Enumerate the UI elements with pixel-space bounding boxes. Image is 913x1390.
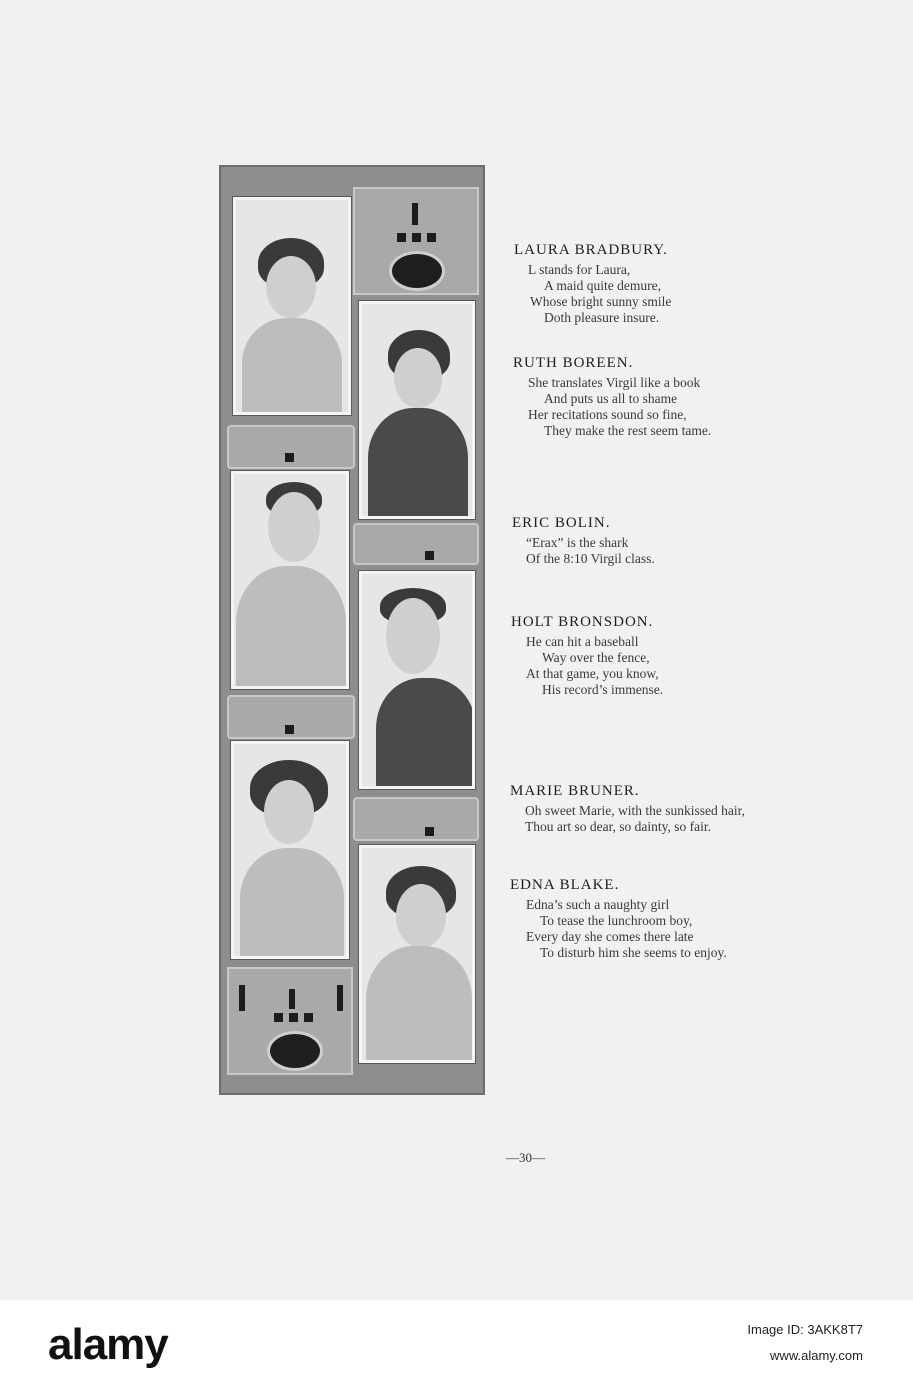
- entry-laura-bradbury: [514, 242, 671, 326]
- entry-name: HOLT BRONSDON.: [511, 614, 654, 630]
- image-id: Image ID: 3AKK8T7: [747, 1322, 863, 1337]
- verse-line: Whose bright sunny smile: [530, 294, 672, 309]
- entry-edna-blake: [510, 877, 727, 961]
- verse-line: A maid quite demure,: [544, 278, 661, 293]
- verse-line: Doth pleasure insure.: [544, 310, 660, 325]
- site-url: www.alamy.com: [770, 1348, 863, 1363]
- entry-ruth-boreen: [513, 355, 711, 439]
- portrait-marie-bruner: [231, 741, 349, 959]
- verse-line: Every day she comes there late: [526, 929, 694, 944]
- verse-line: His record’s immense.: [542, 682, 664, 697]
- verse-line: Of the 8:10 Virgil class.: [526, 551, 655, 566]
- verse-line: He can hit a baseball: [526, 634, 639, 649]
- verse-line: “Erax” is the shark: [526, 535, 629, 550]
- ornament-band-3: [227, 695, 355, 739]
- verse-line: They make the rest seem tame.: [544, 423, 712, 438]
- entry-marie-bruner: [510, 783, 745, 835]
- verse-line: Her recitations sound so fine,: [528, 407, 687, 422]
- entry-name: LAURA BRADBURY.: [514, 242, 668, 258]
- verse-line: To disturb him she seems to enjoy.: [540, 945, 727, 960]
- ornament-bottom: [227, 967, 353, 1075]
- ornament-band-1: [227, 425, 355, 469]
- verse-line: And puts us all to shame: [544, 391, 678, 406]
- ornament-band-2: [353, 523, 479, 565]
- verse-line: At that game, you know,: [526, 666, 659, 681]
- entry-name: ERIC BOLIN.: [512, 515, 611, 531]
- entry-name: RUTH BOREEN.: [513, 355, 634, 371]
- verse-line: Oh sweet Marie, with the sunkissed hair,: [525, 803, 745, 818]
- brand-logo: alamy: [48, 1320, 168, 1369]
- portrait-edna-blake: [359, 845, 475, 1063]
- watermark-footer: [0, 1300, 913, 1390]
- portrait-eric-bolin: [231, 471, 349, 689]
- verse-line: Thou art so dear, so dainty, so fair.: [525, 819, 712, 834]
- entry-name: MARIE BRUNER.: [510, 783, 640, 799]
- portrait-laura-bradbury: [233, 197, 351, 415]
- ornament-band-4: [353, 797, 479, 841]
- verse-line: Edna’s such a naughty girl: [526, 897, 670, 912]
- page-number: —30—: [506, 1150, 545, 1165]
- portrait-holt-bronsdon: [359, 571, 475, 789]
- ornament-top: [353, 187, 479, 295]
- verse-line: She translates Virgil like a book: [528, 375, 701, 390]
- portrait-column: [219, 165, 485, 1095]
- portrait-ruth-boreen: [359, 301, 475, 519]
- entry-eric-bolin: [512, 515, 655, 567]
- verse-line: To tease the lunchroom boy,: [540, 913, 693, 928]
- entry-name: EDNA BLAKE.: [510, 877, 620, 893]
- verse-line: L stands for Laura,: [528, 262, 631, 277]
- verse-line: Way over the fence,: [542, 650, 650, 665]
- entry-holt-bronsdon: [511, 614, 663, 698]
